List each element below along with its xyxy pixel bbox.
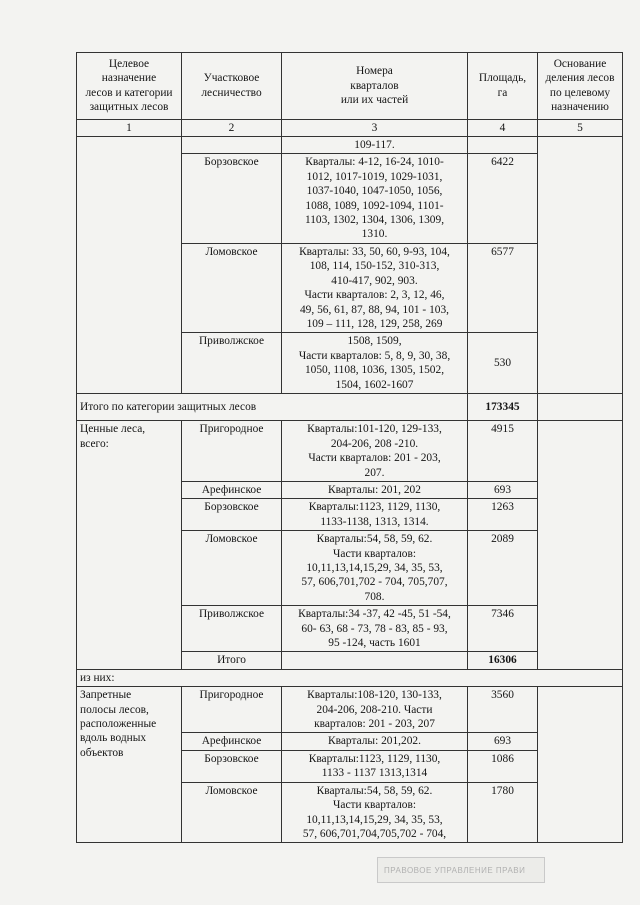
empty-cell (468, 669, 538, 686)
quarters-cell: Кварталы:101-120, 129-133, 204-206, 208 -210. Части кварталов: 201 - 203, 207. (282, 421, 468, 482)
area-cell: 4915 (468, 421, 538, 482)
header-purpose: Целевое назначение лесов и категории защитных лесов (77, 53, 182, 120)
quarters-cell: 109-117. (282, 137, 468, 154)
table-row (77, 137, 623, 154)
header-quarters: Номера кварталов или их частей (282, 53, 468, 120)
district-cell: Пригородное (182, 687, 282, 733)
subtotal-area: 16306 (468, 652, 538, 669)
quarters-cell: Кварталы:1123, 1129, 1130, 1133 - 1137 1313,1314 (282, 750, 468, 782)
area-cell-empty (468, 137, 538, 154)
empty-cell (282, 669, 468, 686)
district-cell: Ломовское (182, 243, 282, 332)
category-cell: Ценные леса, всего: (77, 421, 182, 670)
table-row (77, 687, 623, 733)
column-number: 5 (538, 119, 623, 136)
basis-cell-empty (538, 137, 623, 394)
district-cell: Ломовское (182, 782, 282, 843)
district-cell: Борзовское (182, 154, 282, 243)
area-cell: 693 (468, 733, 538, 750)
quarters-cell: Кварталы: 33, 50, 60, 9-93, 104, 108, 114, 150-152, 310-313, 410-417, 902, 903. Части кварталов: 2, 3, 12, 46, 49, 56, 61, 87, 88, 94, 101 - 103, 109 – 111, 128, 129, 258, 269 (282, 243, 468, 332)
district-cell: Борзовское (182, 750, 282, 782)
area-cell: 6577 (468, 243, 538, 332)
quarters-cell: 1508, 1509, Части кварталов: 5, 8, 9, 30, 38, 1050, 1108, 1036, 1305, 1502, 1504, 1602-1607 (282, 333, 468, 394)
header-area: Площадь, га (468, 53, 538, 120)
district-cell-empty (182, 137, 282, 154)
quarters-cell: Кварталы:34 -37, 42 -45, 51 -54, 60- 63, 68 - 73, 78 - 83, 85 - 93, 95 -124, часть 1601 (282, 606, 468, 652)
quarters-cell-empty (282, 652, 468, 669)
column-number: 2 (182, 119, 282, 136)
district-cell: Приволжское (182, 606, 282, 652)
total-category-label: Итого по категории защитных лесов (77, 393, 468, 420)
district-cell: Пригородное (182, 421, 282, 482)
basis-cell-empty (538, 393, 623, 420)
quarters-cell: Кварталы:54, 58, 59, 62. Части кварталов: 10,11,13,14,15,29, 34, 35, 53, 57, 606,701,704,705,702 - 704, (282, 782, 468, 843)
column-number-row (77, 119, 623, 136)
empty-cell (182, 669, 282, 686)
area-cell: 3560 (468, 687, 538, 733)
area-cell: 1263 (468, 499, 538, 531)
of-them-label: из них: (77, 669, 182, 686)
basis-cell-empty (538, 421, 623, 670)
table-row (77, 421, 623, 482)
forest-quarters-table (76, 52, 623, 843)
of-them-row (77, 669, 623, 686)
column-number: 4 (468, 119, 538, 136)
area-cell: 6422 (468, 154, 538, 243)
category-cell: Запретные полосы лесов, расположенные вдоль водных объектов (77, 687, 182, 843)
area-cell: 7346 (468, 606, 538, 652)
header-basis: Основание деления лесов по целевому назначению (538, 53, 623, 120)
table-header-row (77, 53, 623, 120)
quarters-cell: Кварталы: 4-12, 16-24, 1010- 1012, 1017-1019, 1029-1031, 1037-1040, 1047-1050, 1056, 1088, 1089, 1092-1094, 1101- 1103, 1302, 1304, 1306, 1309, 1310. (282, 154, 468, 243)
area-cell: 2089 (468, 531, 538, 606)
area-cell: 693 (468, 481, 538, 498)
area-cell: 530 (468, 333, 538, 394)
header-district: Участковое лесничество (182, 53, 282, 120)
total-category-row (77, 393, 623, 420)
column-number: 1 (77, 119, 182, 136)
legal-department-stamp: ПРАВОВОЕ УПРАВЛЕНИЕ ПРАВИ (377, 857, 545, 883)
district-cell: Арефинское (182, 481, 282, 498)
column-number: 3 (282, 119, 468, 136)
category-cell-empty (77, 137, 182, 394)
quarters-cell: Кварталы: 201,202. (282, 733, 468, 750)
area-cell: 1086 (468, 750, 538, 782)
basis-cell-empty (538, 687, 623, 843)
district-cell: Борзовское (182, 499, 282, 531)
quarters-cell: Кварталы: 201, 202 (282, 481, 468, 498)
subtotal-label: Итого (182, 652, 282, 669)
quarters-cell: Кварталы:108-120, 130-133, 204-206, 208-210. Части кварталов: 201 - 203, 207 (282, 687, 468, 733)
total-category-area: 173345 (468, 393, 538, 420)
quarters-cell: Кварталы:54, 58, 59, 62. Части кварталов: 10,11,13,14,15,29, 34, 35, 53, 57, 606,701,702 - 704, 705,707, 708. (282, 531, 468, 606)
district-cell: Ломовское (182, 531, 282, 606)
area-cell: 1780 (468, 782, 538, 843)
empty-cell (538, 669, 623, 686)
district-cell: Приволжское (182, 333, 282, 394)
district-cell: Арефинское (182, 733, 282, 750)
quarters-cell: Кварталы:1123, 1129, 1130, 1133-1138, 1313, 1314. (282, 499, 468, 531)
